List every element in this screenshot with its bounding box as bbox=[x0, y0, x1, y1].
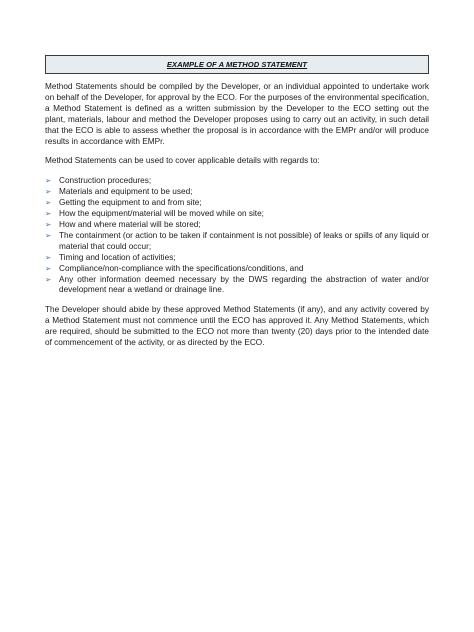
list-item-text: Compliance/non-compliance with the specifications/conditions, and bbox=[59, 263, 304, 273]
arrow-bullet-icon: ➢ bbox=[45, 230, 52, 240]
intro-paragraph: Method Statements should be compiled by the Developer, or an individual appointed to undertake work on behalf of the Developer, for approval by the ECO. For the purposes of the environmental specification, a Method Statement is defined as a written submission by the Developer to the ECO setting out the plant, materials, labour and method the Developer proposes using to carry out an activity, in such detail that the ECO is able to assess whether the proposal is in accordance with the EMPr and/or will produce results in accordance with EMPr. bbox=[45, 82, 429, 146]
list-item-text: Any other information deemed necessary by the DWS regarding the abstraction of water and/or development near a wetland or drainage line. bbox=[59, 274, 429, 295]
list-item bbox=[45, 220, 429, 231]
details-bullet-list bbox=[45, 176, 429, 296]
closing-paragraph: The Developer should abide by these approved Method Statements (if any), and any activity covered by a Method Statement must not commence until the ECO has approved it. Any Method Statements, which are required, should be submitted to the ECO not more than twenty (20) days prior to the intended date of commencement of the activity, or as directed by the ECO. bbox=[45, 305, 429, 348]
list-item-text: Timing and location of activities; bbox=[59, 252, 176, 262]
document-body bbox=[45, 82, 429, 349]
list-item bbox=[45, 198, 429, 209]
lead-in-paragraph: Method Statements can be used to cover applicable details with regards to: bbox=[45, 156, 320, 166]
list-item bbox=[45, 209, 429, 220]
arrow-bullet-icon: ➢ bbox=[45, 274, 52, 284]
list-item-text: How and where material will be stored; bbox=[59, 219, 201, 229]
arrow-bullet-icon: ➢ bbox=[45, 198, 52, 208]
list-item-text: The containment (or action to be taken if containment is not possible) of leaks or spills of any liquid or material that could occur; bbox=[59, 230, 429, 251]
arrow-bullet-icon: ➢ bbox=[45, 176, 52, 186]
list-item bbox=[45, 231, 429, 253]
title-box bbox=[45, 55, 429, 74]
list-item bbox=[45, 275, 429, 297]
arrow-bullet-icon: ➢ bbox=[45, 263, 52, 273]
arrow-bullet-icon: ➢ bbox=[45, 219, 52, 229]
list-item-text: How the equipment/material will be moved while on site; bbox=[59, 209, 264, 219]
arrow-bullet-icon: ➢ bbox=[45, 209, 52, 219]
arrow-bullet-icon: ➢ bbox=[45, 187, 52, 197]
list-item bbox=[45, 187, 429, 198]
list-item-text: Construction procedures; bbox=[59, 176, 152, 186]
list-item bbox=[45, 176, 429, 187]
arrow-bullet-icon: ➢ bbox=[45, 252, 52, 262]
list-item-text: Getting the equipment to and from site; bbox=[59, 198, 202, 208]
page-title: EXAMPLE OF A METHOD STATEMENT bbox=[166, 60, 308, 69]
list-item bbox=[45, 253, 429, 264]
list-item-text: Materials and equipment to be used; bbox=[59, 187, 193, 197]
list-item bbox=[45, 264, 429, 275]
